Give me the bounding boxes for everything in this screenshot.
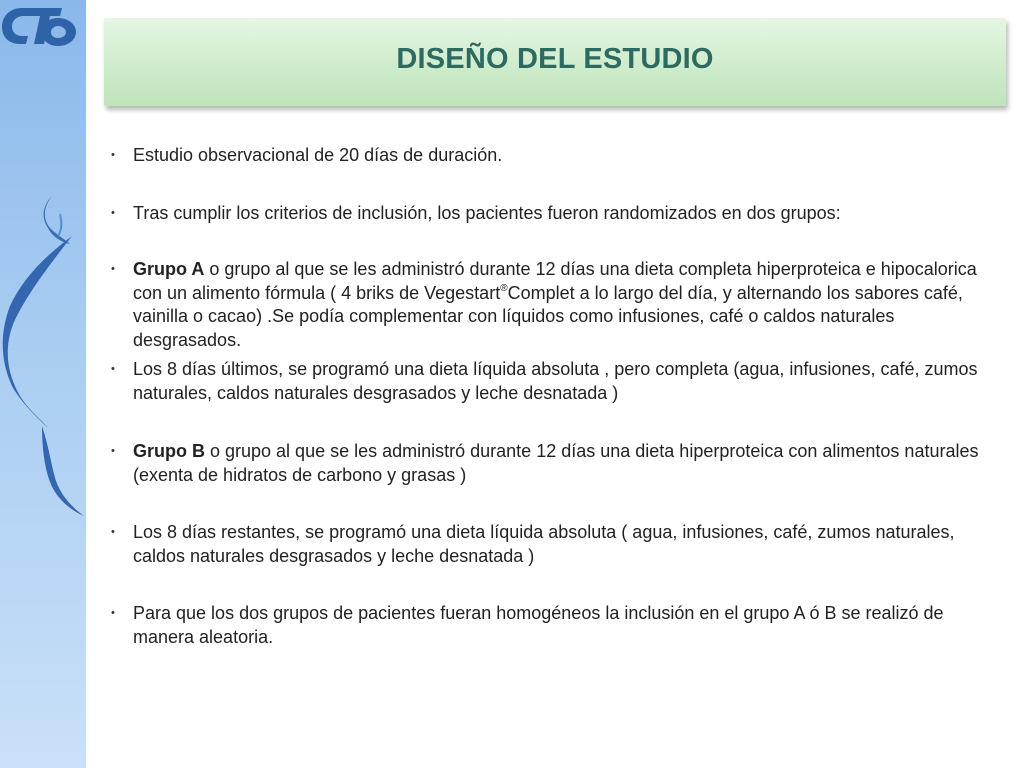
bullet-text-continued: Complet a lo largo del día, y alternando los sabores café, vainilla o cacao) .Se podía complementar con líquidos como infusiones, café o caldos naturales desgrasados. [133,282,963,350]
registered-mark: ® [500,282,508,294]
bullet-item-group-a [110,258,990,352]
bullet-text: Estudio observacional de 20 días de duración. [133,145,503,165]
bullet-text: Los 8 días restantes, se programó una dieta líquida absoluta ( agua, infusiones, café, zumos naturales, caldos naturales desgrasados y leche desnatada ) [133,522,955,566]
bullet-icon: • [111,363,115,375]
bullet-item-randomization [110,202,990,226]
bullet-text: Los 8 días últimos, se programó una dieta líquida absoluta , pero completa (agua, infusiones, café, zumos naturales, caldos naturales desgrasados y leche desnatada ) [133,359,978,403]
bullet-text: Para que los dos grupos de pacientes fueran homogéneos la inclusión en el grupo A ó B se realizó de manera aleatoria. [133,603,944,647]
bullet-icon: • [111,526,115,538]
slide-title: DISEÑO DEL ESTUDIO [396,42,714,75]
side-decoration-band [0,0,86,768]
bullet-icon: • [111,607,115,619]
bullet-item-study-type [110,144,990,168]
cto-logo-icon [0,0,78,48]
bullet-icon: • [111,207,115,219]
group-b-label: Grupo B [133,441,205,461]
title-banner [104,18,1006,106]
bullet-text: o grupo al que se les administró durante 12 días una dieta completa hiperproteica e hipocalorica con un alimento fórmula ( 4 briks de Vegestart [133,259,977,303]
bullet-text: Tras cumplir los criterios de inclusión, los pacientes fueron randomizados en dos grupos: [133,203,841,223]
bullet-text: o grupo al que se les administró durante 12 días una dieta hiperproteica con alimentos naturales (exenta de hidratos de carbono y grasas ) [133,441,979,485]
group-a-label: Grupo A [133,259,205,279]
bullet-item-remaining-days [110,521,990,568]
wave-decoration-icon [0,0,86,768]
bullet-icon: • [111,263,115,275]
bullet-icon: • [111,445,115,457]
bullet-item-last-8-days [110,358,990,405]
bullet-item-homogeneity [110,602,990,649]
bullet-icon: • [111,149,115,161]
bullet-item-group-b [110,440,990,487]
